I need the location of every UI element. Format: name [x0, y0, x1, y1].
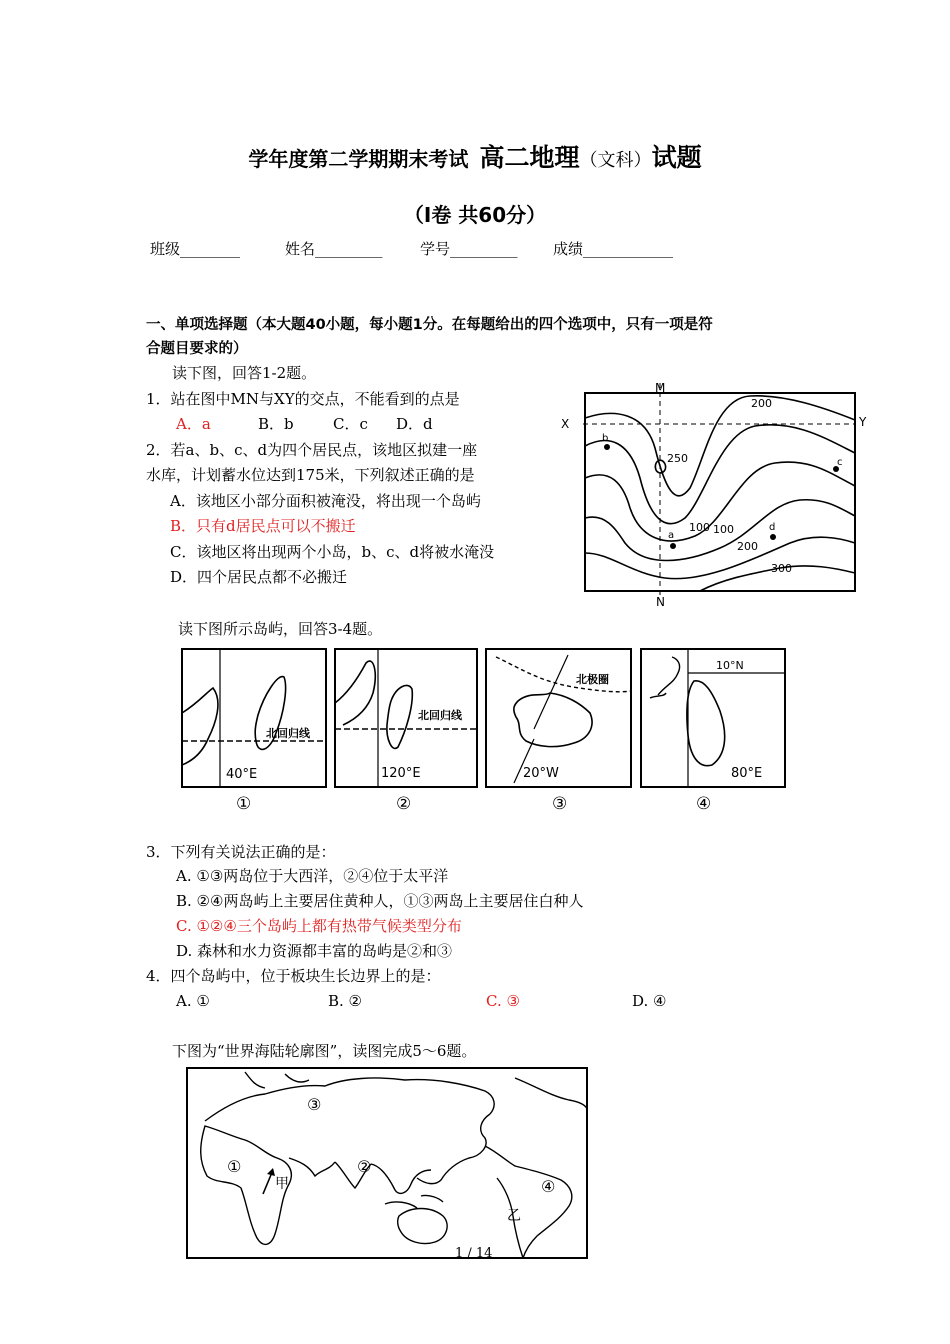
- contour-label-250: 250: [667, 452, 688, 465]
- q3-option-b[interactable]: B. ②④两岛屿上主要居住黄种人，①③两岛上主要居住白种人: [176, 892, 584, 910]
- point-d: [770, 534, 776, 540]
- question-2-line1: 2．若a、b、c、d为四个居民点，该地区拟建一座: [146, 441, 478, 459]
- panel-3-lon: 20°W: [523, 766, 559, 781]
- label-c: c: [837, 457, 843, 468]
- label-b: b: [602, 433, 609, 444]
- contour-label-300: 300: [771, 562, 792, 575]
- islands-figure: [178, 643, 788, 818]
- panel-4-number: ④: [696, 794, 712, 814]
- point-a: [670, 543, 676, 549]
- q2-option-c[interactable]: C．该地区将出现两个小岛，b、c、d将被水淹没: [170, 543, 495, 561]
- map-label-4: ④: [541, 1177, 556, 1196]
- class-field[interactable]: 班级________: [150, 240, 241, 258]
- panel-3-line-label: 北极圈: [576, 673, 609, 686]
- q4-option-c[interactable]: C. ③: [486, 992, 520, 1010]
- q3-option-c[interactable]: C. ①②④三个岛屿上都有热带气候类型分布: [176, 917, 462, 935]
- panel-1-number: ①: [236, 794, 252, 814]
- section-heading-line1: 一、单项选择题（本大题40小题，每小题1分。在每题给出的四个选项中，只有一项是符: [146, 317, 713, 333]
- q1-option-d[interactable]: D．d: [396, 415, 433, 433]
- q1-option-a[interactable]: A．a: [176, 415, 211, 433]
- label-d: d: [769, 522, 776, 533]
- group3-intro: 下图为“世界海陆轮廓图”，读图完成5～6题。: [172, 1042, 477, 1060]
- label-a: a: [668, 530, 675, 541]
- map-label-yi: 乙: [507, 1208, 521, 1224]
- coastlines: [201, 1072, 587, 1258]
- q1-option-b[interactable]: B．b: [258, 415, 294, 433]
- panel-2-line-label: 北回归线: [418, 709, 462, 722]
- score-field[interactable]: 成绩____________: [553, 240, 674, 258]
- q2-option-b[interactable]: B．只有d居民点可以不搬迁: [170, 517, 356, 535]
- panel-2-lon: 120°E: [381, 766, 421, 781]
- world-map: [185, 1066, 590, 1262]
- panel-1-lon: 40°E: [226, 767, 258, 782]
- name-field[interactable]: 姓名_________: [285, 240, 383, 258]
- contour-label-100-left: 100: [689, 521, 710, 534]
- contour-label-100-right: 100: [713, 523, 734, 536]
- contour-label-200-top: 200: [751, 397, 772, 410]
- label-m: M: [655, 381, 666, 395]
- group1-intro: 读下图，回答1-2题。: [172, 364, 317, 382]
- q1-option-c[interactable]: C．c: [333, 415, 368, 433]
- panel-1-line-label: 北回归线: [266, 727, 310, 740]
- q4-option-a[interactable]: A. ①: [176, 992, 210, 1010]
- panel-4-lon: 80°E: [731, 766, 763, 781]
- panel-3: [486, 649, 631, 814]
- contour-map: [555, 378, 875, 608]
- page-number: 1 / 14: [455, 1246, 493, 1261]
- question-3: 3．下列有关说法正确的是：: [146, 843, 336, 861]
- q3-option-a[interactable]: A. ①③两岛位于大西洋，②④位于太平洋: [176, 867, 449, 885]
- paper-subtitle: （Ⅰ卷 共60分）: [403, 203, 547, 227]
- panel-2-number: ②: [396, 794, 412, 814]
- label-x: X: [561, 417, 570, 431]
- panel-1: [182, 649, 326, 814]
- q2-option-d[interactable]: D．四个居民点都不必搬迁: [170, 568, 348, 586]
- map-label-3: ③: [307, 1095, 322, 1114]
- point-b: [604, 444, 610, 450]
- panel-2: [335, 649, 477, 814]
- page-title: 学年度第二学期期末考试 高二地理（文科）试题: [248, 143, 702, 172]
- contour-lines: [585, 396, 855, 591]
- contour-label-200-bottom: 200: [737, 540, 758, 553]
- arrow-jia-head: [267, 1168, 275, 1176]
- section-heading-line2: 合题目要求的）: [146, 341, 248, 357]
- panel-4: [641, 649, 785, 814]
- question-1: 1．站在图中MN与XY的交点，不能看到的点是: [146, 390, 460, 408]
- map-label-1: ①: [227, 1157, 242, 1176]
- q4-option-d[interactable]: D. ④: [632, 992, 667, 1010]
- panel-3-number: ③: [552, 794, 568, 814]
- panel-4-line-label: 10°N: [716, 659, 744, 672]
- map-label-jia: 甲: [275, 1176, 289, 1192]
- label-n: N: [656, 595, 665, 608]
- group2-intro: 读下图所示岛屿，回答3-4题。: [178, 620, 383, 638]
- label-y: Y: [859, 415, 867, 429]
- question-4: 4．四个岛屿中，位于板块生长边界上的是：: [146, 967, 441, 985]
- student-id-field[interactable]: 学号_________: [420, 240, 518, 258]
- q2-option-a[interactable]: A．该地区小部分面积被淹没，将出现一个岛屿: [170, 492, 481, 510]
- q3-option-d[interactable]: D. 森林和水力资源都丰富的岛屿是②和③: [176, 942, 453, 960]
- world-map-frame: [187, 1068, 587, 1258]
- contour-map-frame: [585, 393, 855, 591]
- map-label-2: ②: [357, 1157, 372, 1176]
- question-2-line2: 水库，计划蓄水位达到175米，下列叙述正确的是: [146, 466, 475, 484]
- q4-option-b[interactable]: B. ②: [328, 992, 363, 1010]
